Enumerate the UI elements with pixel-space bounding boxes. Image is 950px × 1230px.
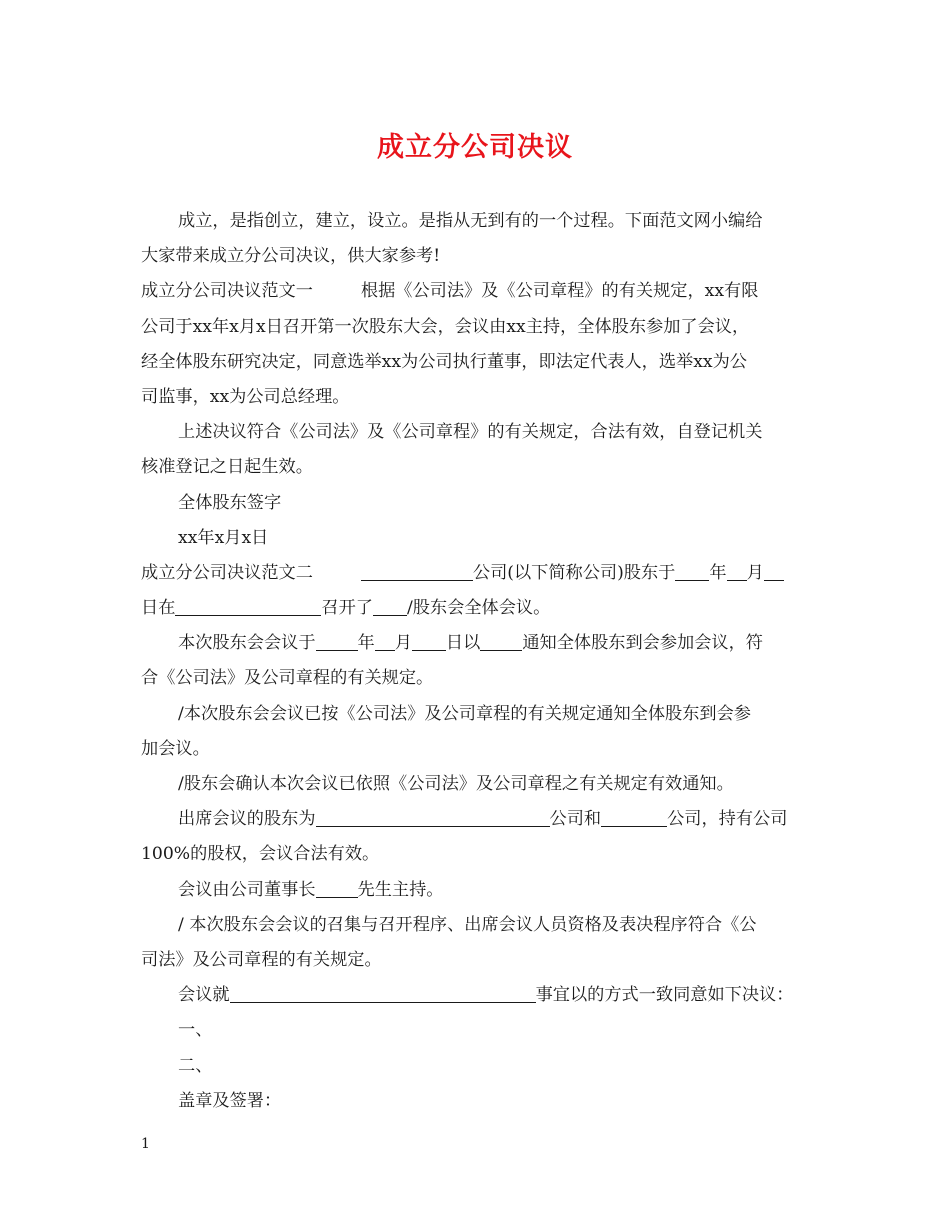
validity-line-2: 核准登记之日起生效。 xyxy=(141,457,313,478)
month-blank xyxy=(727,560,747,581)
document-title: 成立分公司决议 xyxy=(377,132,573,163)
sample-one-line-3: 经全体股东研究决定，同意选举xx为公司执行董事，即法定代表人，选举xx为公 xyxy=(141,351,747,372)
session-blank xyxy=(373,595,407,616)
resolution-line: 会议就 事宜以的方式一致同意如下决议： xyxy=(141,978,813,1013)
signature-label: 全体股东签字 xyxy=(178,492,282,513)
sample-two-heading: 成立分公司决议范文二 xyxy=(141,562,313,583)
notice-line-1: 本次股东会会议于 年 月 日以 通知全体股东到会参加会议，符 xyxy=(141,626,813,661)
sample-one-line-4: 司监事，xx为公司总经理。 xyxy=(141,386,350,407)
chair-line: 会议由公司董事长 先生主持。 xyxy=(141,873,813,908)
sample-one-line-2: 公司于xx年x月x日召开第一次股东大会，会议由xx主持，全体股东参加了会议， xyxy=(141,316,750,337)
sample-one-text: 根据《公司法》及《公司章程》的有关规定，xx有限 xyxy=(360,281,759,302)
sample-one-line-1 xyxy=(141,274,813,309)
shareholder-blank-2 xyxy=(601,806,667,827)
attendees-line-2: 100%的股权，会议合法有效。 xyxy=(141,844,380,865)
procedure-line-1: / 本次股东会会议的召集与召开程序、出席会议人员资格及表决程序符合《公 xyxy=(178,914,757,935)
notice-alt-line-1: /本次股东会会议已按《公司法》及公司章程的有关规定通知全体股东到会参 xyxy=(178,703,751,724)
sample-one-heading: 成立分公司决议范文一 xyxy=(141,281,313,302)
notice-year-blank xyxy=(316,630,358,651)
notice-method-blank xyxy=(480,630,522,651)
paragraph-intro-line-2: 大家带来成立分公司决议，供大家参考! xyxy=(141,246,441,267)
matter-blank xyxy=(230,982,536,1003)
procedure-line-2: 司法》及公司章程的有关规定。 xyxy=(141,949,382,970)
sample-two-line-2: 日在 召开了 /股东会全体会议。 xyxy=(141,591,813,626)
notice-alt-line-2: 加会议。 xyxy=(141,738,210,759)
paragraph-intro-line-1: 成立，是指创立，建立，设立。是指从无到有的一个过程。下面范文网小编给 xyxy=(178,211,763,231)
year-blank xyxy=(675,560,709,581)
day-blank xyxy=(764,560,784,581)
seal-signature-label: 盖章及签署： xyxy=(178,1090,282,1111)
notice-line-2: 合《公司法》及公司章程的有关规定。 xyxy=(141,668,434,689)
confirm-line: /股东会确认本次会议已依照《公司法》及公司章程之有关规定有效通知。 xyxy=(178,774,734,794)
resolution-item-1: 一、 xyxy=(178,1020,213,1041)
resolution-item-2: 二、 xyxy=(178,1055,213,1076)
attendees-line-1: 出席会议的股东为 公司和 公司，持有公司 xyxy=(141,802,813,837)
chairman-blank xyxy=(316,877,358,898)
company-name-blank xyxy=(361,560,473,581)
sample-two-line-1: 成立分公司决议范文二 公司(以下简称公司)股东于 年 月 xyxy=(141,556,813,591)
shareholder-blank-1 xyxy=(316,806,550,827)
notice-month-blank xyxy=(375,630,395,651)
document-body xyxy=(141,204,813,1119)
notice-day-blank xyxy=(412,630,446,651)
page-number: 1 xyxy=(141,1136,150,1152)
place-blank xyxy=(175,595,321,616)
date-line: xx年x月x日 xyxy=(178,527,269,548)
validity-line-1: 上述决议符合《公司法》及《公司章程》的有关规定，合法有效，自登记机关 xyxy=(178,422,763,443)
